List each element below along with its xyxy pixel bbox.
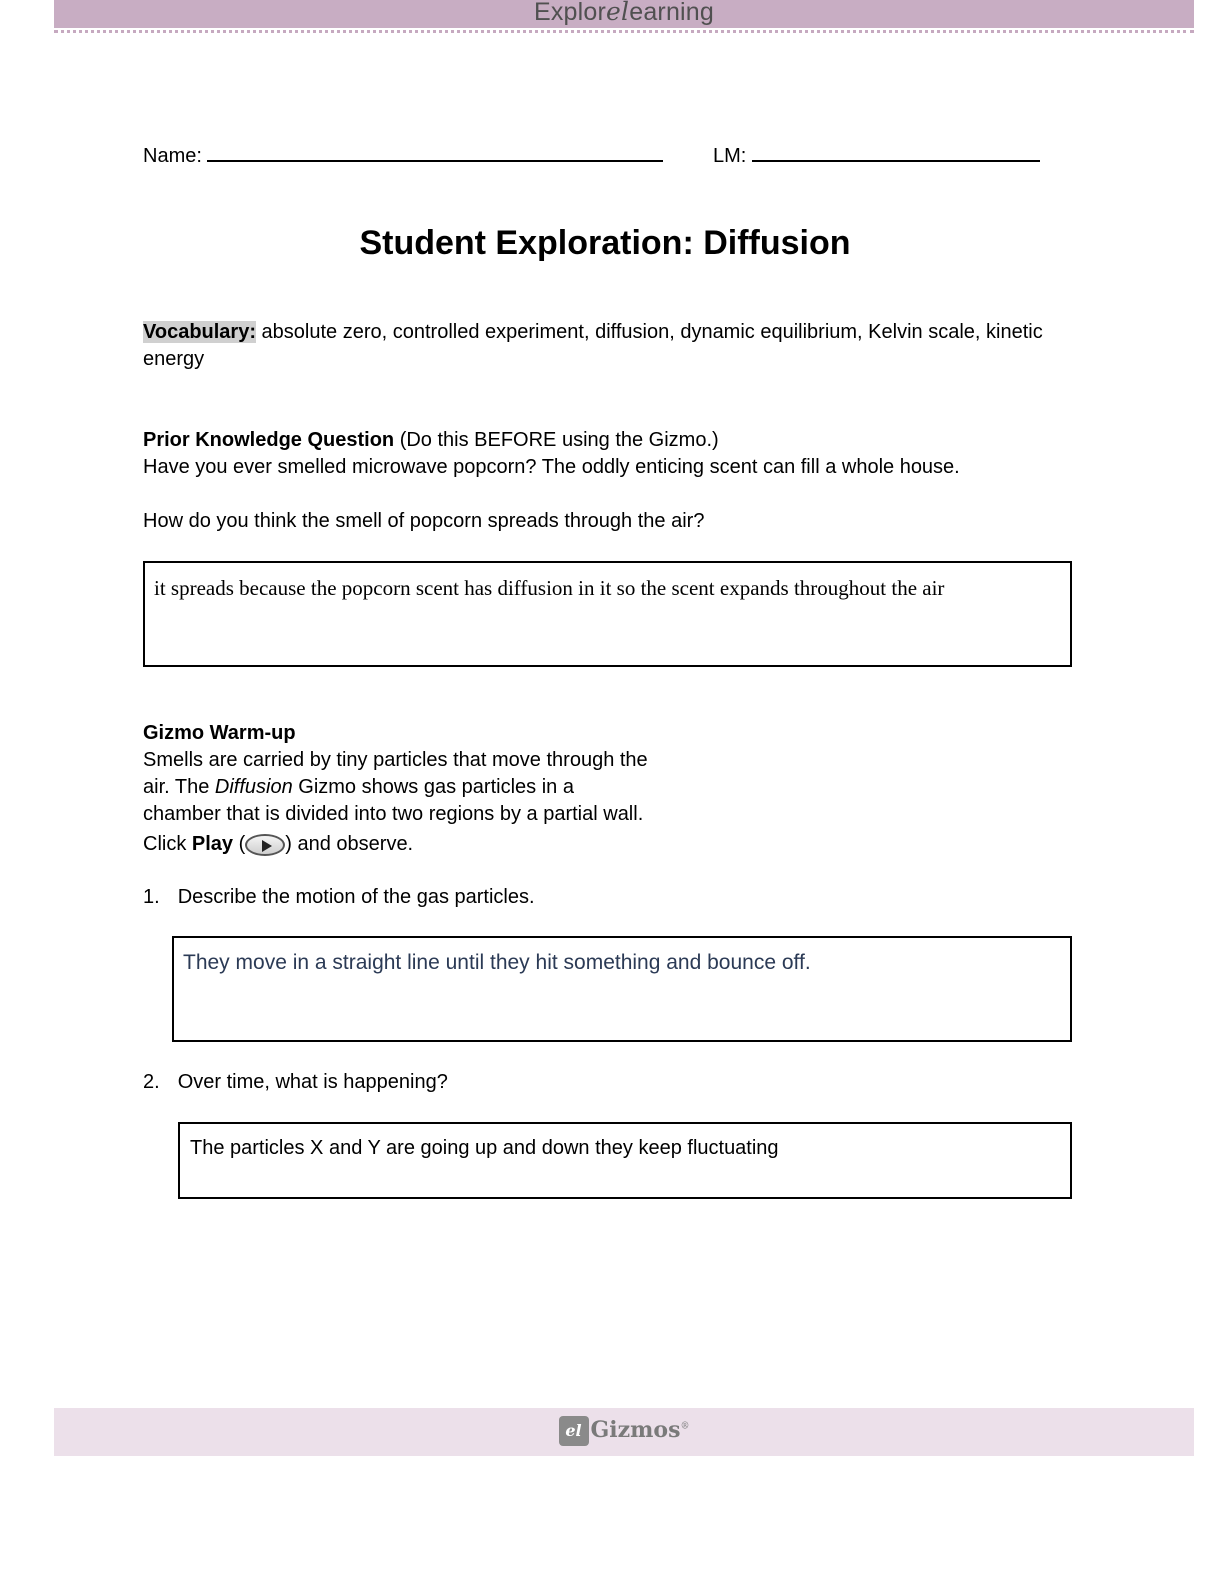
question-2 [143,1069,448,1096]
question-2-answer: The particles X and Y are going up and down they keep fluctuating [190,1137,779,1159]
vocabulary-section [143,319,1073,373]
prior-knowledge-question: How do you think the smell of popcorn spreads through the air? [143,510,705,532]
footer-band [54,1408,1194,1456]
question-2-answer-box[interactable] [178,1122,1072,1199]
gizmos-mark-icon: el [559,1416,589,1446]
header-band [54,0,1194,28]
vocabulary-text: absolute zero, controlled experiment, diffusion, dynamic equilibrium, Kelvin scale, kinetic energy [143,321,1043,370]
prior-knowledge-answer-box[interactable] [143,561,1072,667]
logo-mark: el [606,0,630,26]
trademark: ® [680,1421,690,1432]
prior-knowledge-intro: Have you ever smelled microwave popcorn? The oddly enticing scent can fill a whole house. [143,456,960,478]
logo-suffix: earning [629,0,715,26]
prior-knowledge-section [143,427,1093,481]
prior-knowledge-heading: Prior Knowledge Question [143,429,395,451]
lm-blank-line[interactable] [752,142,1040,162]
play-button-icon [245,834,285,856]
warmup-line-4: Click Play ( ) and observe. [143,833,414,855]
lm-label: LM: [713,145,747,167]
warmup-line-3: chamber that is divided into two regions by a partial wall. [143,803,644,825]
warmup-section [143,720,723,858]
question-number: 1. [143,886,160,908]
question-1-answer-box[interactable] [172,936,1072,1042]
name-label: Name: [143,145,202,167]
question-text: Over time, what is happening? [177,1071,448,1093]
warmup-line-1: Smells are carried by tiny particles that move through the [143,749,648,771]
gizmos-logo-text: Gizmos [590,1417,681,1443]
explorelearning-logo [54,0,1194,27]
question-number: 2. [143,1071,160,1093]
logo-prefix: Explor [533,0,607,26]
warmup-heading: Gizmo Warm-up [143,722,296,744]
header-dotted-divider [54,30,1194,33]
vocabulary-label: Vocabulary: [143,321,256,343]
question-text: Describe the motion of the gas particles. [177,886,535,908]
page-title: Student Exploration: Diffusion [359,224,851,262]
prior-knowledge-answer: it spreads because the popcorn scent has diffusion in it so the scent expands throughout the air [154,576,945,600]
warmup-line-2: air. The Diffusion Gizmo shows gas particles in a [143,776,574,798]
name-blank-line[interactable] [207,142,663,162]
gizmos-logo [54,1416,1194,1446]
lm-field [713,142,1040,168]
prior-knowledge-note: (Do this BEFORE using the Gizmo.) [394,429,719,451]
question-1 [143,884,535,911]
question-1-answer: They move in a straight line until they hit something and bounce off. [183,951,811,974]
name-field [143,142,663,168]
